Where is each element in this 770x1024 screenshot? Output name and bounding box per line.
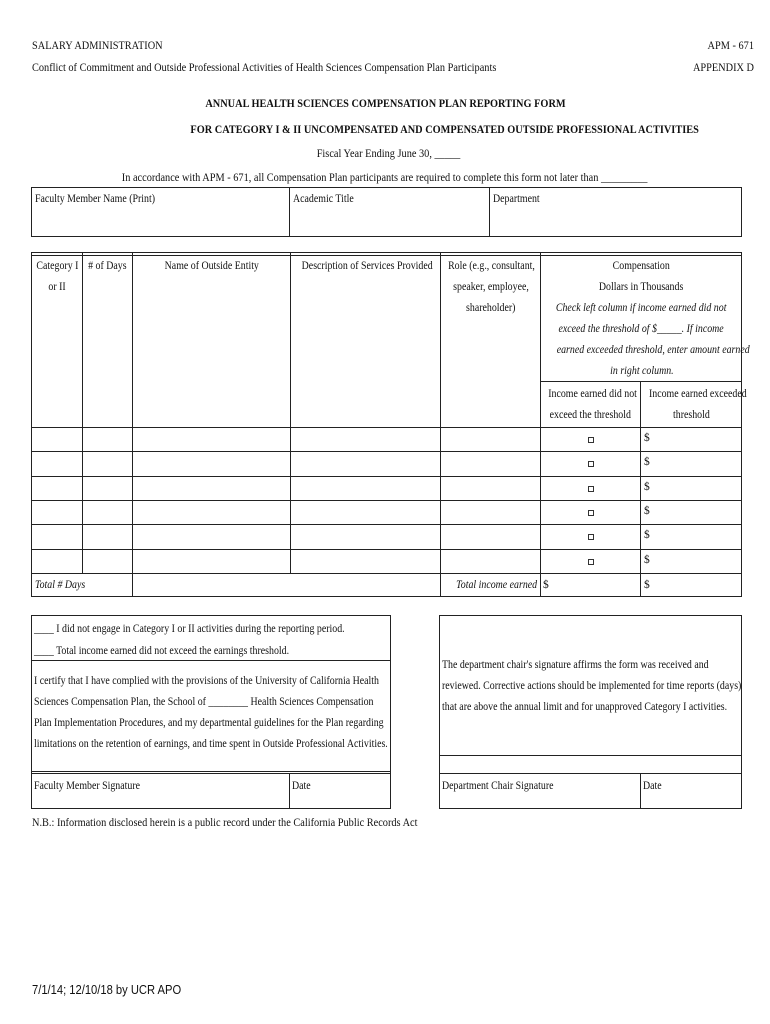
col-compensation-header: Compensation Dollars in Thousands Check left column if income earned did not exceed the threshold of $_____. If income earned exceeded threshold, enter amount earned in right column.	[556, 260, 750, 377]
total-dollar-right[interactable]: $	[644, 579, 650, 591]
form-title: ANNUAL HEALTH SCIENCES COMPENSATION PLAN REPORTING FORM	[204, 96, 566, 110]
chair-date-field[interactable]	[645, 792, 739, 807]
description-cell[interactable]	[291, 550, 440, 572]
footer-revision: 7/1/14; 12/10/18 by UCR APO	[32, 982, 182, 997]
faculty-date-field[interactable]	[294, 792, 388, 807]
header-right-line2: APPENDIX D	[692, 60, 754, 74]
header-left-line2: Conflict of Commitment and Outside Professional Activities of Health Sciences Compensation Plan Participants	[32, 60, 497, 74]
chair-affirmation-text: The department chair's signature affirms the form was received and reviewed. Corrective actions should be implemented for time reports (days) that are above the annual limit and for unapproved Category I activities.	[442, 659, 742, 713]
total-days-label: Total # Days	[35, 579, 86, 591]
category-cell[interactable]	[32, 452, 82, 474]
description-cell[interactable]	[291, 477, 440, 499]
total-days-field[interactable]	[84, 576, 130, 595]
entity-cell[interactable]	[133, 452, 290, 474]
threshold-checkbox[interactable]	[588, 534, 594, 540]
col-not-exceeded-header: Income earned did not exceed the threshold	[548, 388, 637, 421]
amount-dollar-field[interactable]: $	[644, 432, 650, 444]
academic-title-field[interactable]	[294, 212, 484, 232]
description-cell[interactable]	[291, 501, 440, 523]
category-cell[interactable]	[32, 525, 82, 547]
faculty-signature-label: Faculty Member Signature	[34, 780, 141, 792]
days-cell[interactable]	[83, 525, 132, 547]
col-entity-header: Name of Outside Entity	[164, 260, 259, 272]
days-cell[interactable]	[83, 550, 132, 572]
academic-title-label: Academic Title	[293, 193, 354, 205]
col-days-header: # of Days	[88, 260, 127, 272]
header-right-line1: APM - 671	[707, 38, 754, 52]
role-cell[interactable]	[441, 525, 540, 547]
entity-cell[interactable]	[133, 428, 290, 450]
total-dollar-left[interactable]: $	[543, 579, 549, 591]
category-cell[interactable]	[32, 550, 82, 572]
entity-cell[interactable]	[133, 550, 290, 572]
col-role-header: Role (e.g., consultant, speaker, employee, shareholder)	[448, 260, 535, 314]
faculty-name-field[interactable]	[36, 212, 286, 232]
department-label: Department	[493, 193, 540, 205]
days-cell[interactable]	[83, 501, 132, 523]
days-cell[interactable]	[83, 477, 132, 499]
category-cell[interactable]	[32, 477, 82, 499]
chair-date-label: Date	[643, 780, 662, 792]
days-cell[interactable]	[83, 428, 132, 450]
total-income-label: Total income earned	[456, 579, 537, 591]
no-activity-statement[interactable]: ____ I did not engage in Category I or II activities during the reporting period.	[34, 623, 345, 635]
entity-cell[interactable]	[133, 477, 290, 499]
days-cell[interactable]	[83, 452, 132, 474]
amount-dollar-field[interactable]: $	[644, 481, 650, 493]
certification-text: I certify that I have complied with the provisions of the University of California Health Sciences Compensation Plan, the School of ________ Health Sciences Compensation Plan Implementation Procedures, and my departmental guidelines for the Plan regarding limitations on the retention of earnings, and time spent in Outside Professional Activities.	[34, 675, 388, 750]
faculty-date-label: Date	[292, 780, 311, 792]
description-cell[interactable]	[291, 525, 440, 547]
chair-signature-field[interactable]	[444, 792, 638, 807]
threshold-checkbox[interactable]	[588, 559, 594, 565]
description-cell[interactable]	[291, 428, 440, 450]
role-cell[interactable]	[441, 428, 540, 450]
threshold-checkbox[interactable]	[588, 437, 594, 443]
threshold-checkbox[interactable]	[588, 510, 594, 516]
faculty-signature-field[interactable]	[36, 792, 286, 807]
role-cell[interactable]	[441, 550, 540, 572]
col-exceeded-header: Income earned exceeded threshold	[648, 388, 747, 421]
description-cell[interactable]	[291, 452, 440, 474]
col-category-header: Category I or II	[35, 260, 79, 293]
chair-signature-label: Department Chair Signature	[442, 780, 554, 792]
category-cell[interactable]	[32, 428, 82, 450]
entity-cell[interactable]	[133, 525, 290, 547]
faculty-name-label: Faculty Member Name (Print)	[35, 193, 156, 205]
form-subtitle: FOR CATEGORY I & II UNCOMPENSATED AND COMPENSATED OUTSIDE PROFESSIONAL ACTIVITIES	[190, 122, 700, 136]
public-record-note: N.B.: Information disclosed herein is a public record under the California Public Records Act	[32, 815, 418, 829]
fiscal-year-line: Fiscal Year Ending June 30, _____	[316, 146, 460, 160]
header-left-line1: SALARY ADMINISTRATION	[32, 38, 163, 52]
department-field[interactable]	[494, 212, 738, 232]
amount-dollar-field[interactable]: $	[644, 456, 650, 468]
amount-dollar-field[interactable]: $	[644, 529, 650, 541]
threshold-checkbox[interactable]	[588, 461, 594, 467]
threshold-checkbox[interactable]	[588, 486, 594, 492]
entity-cell[interactable]	[133, 501, 290, 523]
instruction-line: In accordance with APM - 671, all Compensation Plan participants are required to complete this form not later than _________	[122, 170, 648, 184]
below-threshold-statement[interactable]: ____ Total income earned did not exceed the earnings threshold.	[34, 645, 290, 657]
category-cell[interactable]	[32, 501, 82, 523]
col-description-header: Description of Services Provided	[301, 260, 433, 272]
amount-dollar-field[interactable]: $	[644, 554, 650, 566]
role-cell[interactable]	[441, 452, 540, 474]
role-cell[interactable]	[441, 477, 540, 499]
role-cell[interactable]	[441, 501, 540, 523]
amount-dollar-field[interactable]: $	[644, 505, 650, 517]
